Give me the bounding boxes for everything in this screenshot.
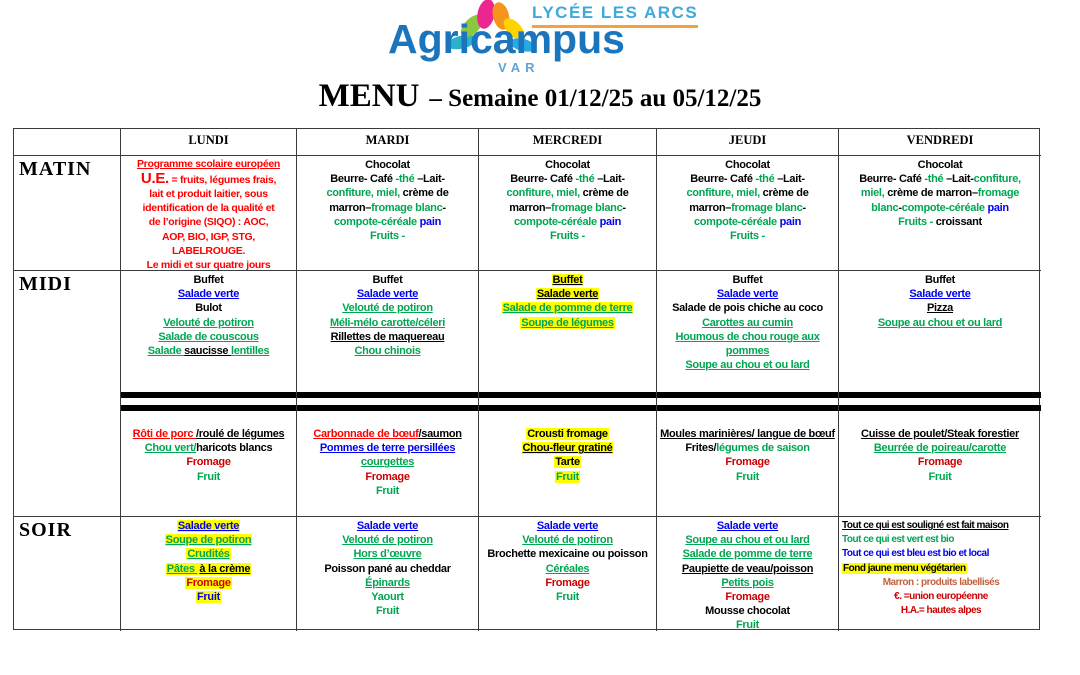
separator-bar [121, 405, 296, 411]
menu-cell-midi-entrees-mardi: Buffet Salade verte Velouté de potiron Méli-mélo carotte/céleri Rillettes de maquereau Chou chinois [297, 271, 479, 388]
title-week-range: – Semaine 01/12/25 au 05/12/25 [429, 85, 762, 112]
menu-cell-midi-entrees-lundi: Buffet Salade verte Bulot Velouté de potiron Salade de couscous Salade saucisse lentilles [121, 271, 297, 388]
logo-header [0, 0, 1080, 78]
menu-cell-midi-plats-mardi: Carbonnade de bœuf/saumon Pommes de terre persillées courgettes Fromage Fruit [297, 412, 479, 517]
title-menu-word: MENU [318, 78, 420, 114]
menu-cell-midi-plats-lundi: Rôti de porc /roulé de légumes Chou vert/haricots blancs Fromage Fruit [121, 412, 297, 517]
separator-bars-lundi [121, 388, 297, 412]
corner-cell [14, 129, 121, 156]
separator-bars-mercredi [479, 388, 657, 412]
menu-cell-matin-vendredi: Chocolat Beurre- Café -thé –Lait-confiture, miel, crème de marron–fromage blanc-compote-céréale pain Fruits - croissant [839, 156, 1041, 271]
legend-cell: Tout ce qui est souligné est fait maison Tout ce qui est vert est bio Tout ce qui est bleu est bio et local Fond jaune menu végétarien Marron : produits labellisés €. =union européenne H.A.= hautes alpes [842, 520, 1009, 617]
menu-cell-midi-entrees-jeudi: Buffet Salade verte Salade de pois chiche au coco Carottes au cumin Houmous de chou rouge aux pommes Soupe au chou et ou lard [657, 271, 839, 388]
school-name: LYCÉE LES ARCS [532, 3, 698, 28]
menu-cell-midi-entrees-vendredi: Buffet Salade verte Pizza Soupe au chou et ou lard [877, 274, 1003, 329]
separator-bar [839, 405, 1041, 411]
menu-table [13, 128, 1040, 630]
menu-cell-midi-plats-vendredi: Cuisse de poulet/Steak forestier Beurrée de poireau/carotte Fromage Fruit [839, 412, 1041, 517]
row-label-soir: SOIR [14, 517, 121, 631]
day-header-jeudi: JEUDI [657, 129, 839, 156]
menu-cell-soir-lundi: Salade verte Soupe de potiron Crudités Pâtes à la crème Fromage Fruit [121, 517, 297, 631]
separator-bar [297, 405, 478, 411]
menu-cell-matin-mercredi: Chocolat Beurre- Café -thé –Lait- confiture, miel, crème de marron–fromage blanc- compote-céréale pain Fruits - [479, 156, 657, 271]
menu-cell-midi-plats-mercredi: Crousti fromage Chou-fleur gratiné Tarte Fruit [479, 412, 657, 517]
brand-region: VAR [498, 60, 540, 75]
menu-cell-soir-mardi: Salade verte Velouté de potiron Hors d’œuvre Poisson pané au cheddar Épinards Yaourt Fruit [297, 517, 479, 631]
separator-bar [839, 392, 1041, 398]
separator-bars-vendredi [839, 388, 1041, 412]
separator-bars-mardi [297, 388, 479, 412]
page-title [0, 78, 1080, 115]
menu-cell-midi-entrees-mercredi: Buffet Salade verte Salade de pomme de terre Soupe de légumes [479, 271, 657, 388]
separator-bar [479, 392, 656, 398]
separator-bar [121, 392, 296, 398]
menu-cell-matin-mardi: Chocolat Beurre- Café -thé –Lait- confiture, miel, crème de marron–fromage blanc- compote-céréale pain Fruits - [297, 156, 479, 271]
separator-bars-jeudi [657, 388, 839, 412]
separator-bar [657, 405, 838, 411]
day-header-lundi: LUNDI [121, 129, 297, 156]
menu-cell-soir-jeudi: Salade verte Soupe au chou et ou lard Salade de pomme de terre Paupiette de veau/poisson Petits pois Fromage Mousse chocolat Fruit [657, 517, 839, 631]
row-label-matin: MATIN [14, 156, 121, 271]
menu-cell-soir-mercredi: Salade verte Velouté de potiron Brochette mexicaine ou poisson Céréales Fromage Fruit [479, 517, 657, 631]
menu-cell-matin-lundi: Programme scolaire européen U.E. = fruits, légumes frais, lait et produit laitier, sous identification de la qualité et de l’origine (SIQO) : AOC, AOP, BIO, IGP, STG, LABELROUGE. Le midi et sur quatre jours [121, 156, 297, 271]
separator-bar [479, 405, 656, 411]
brand-name: Agricampus [388, 16, 625, 62]
menu-cell-matin-jeudi: Chocolat Beurre- Café -thé –Lait- confiture, miel, crème de marron–fromage blanc- compote-céréale pain Fruits - [657, 156, 839, 271]
day-header-mardi: MARDI [297, 129, 479, 156]
separator-bar [657, 392, 838, 398]
separator-bar [297, 392, 478, 398]
menu-cell-midi-plats-jeudi: Moules marinières/ langue de bœuf Frites/légumes de saison Fromage Fruit [657, 412, 839, 517]
row-label-midi: MIDI [14, 271, 121, 517]
day-header-vendredi: VENDREDI [839, 129, 1041, 156]
day-header-mercredi: MERCREDI [479, 129, 657, 156]
